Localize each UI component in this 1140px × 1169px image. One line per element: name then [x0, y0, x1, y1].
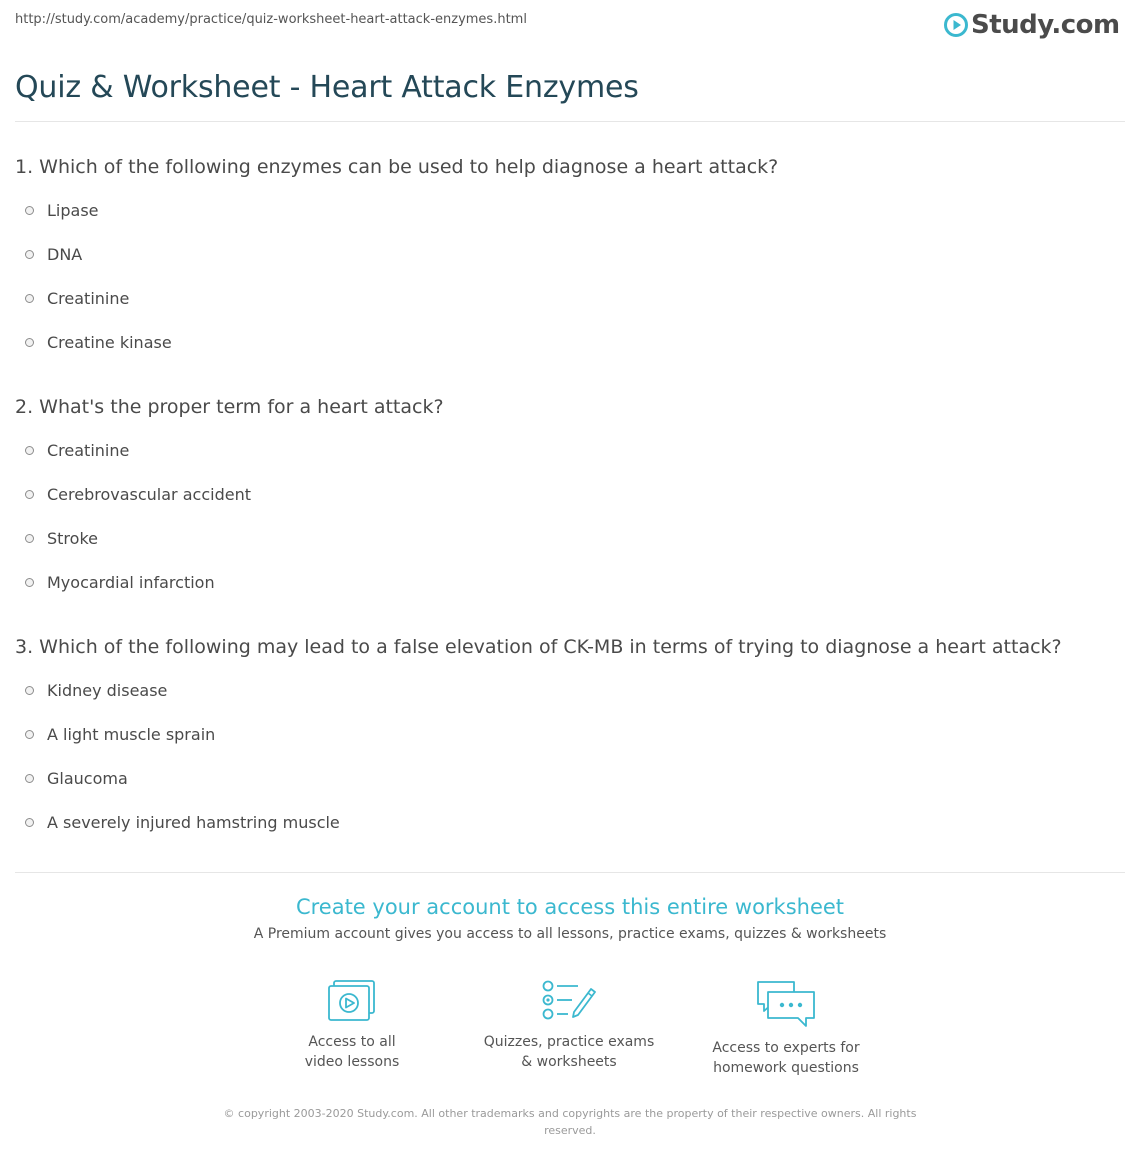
logo-text: Study.com: [971, 10, 1120, 40]
radio-button[interactable]: [25, 446, 34, 455]
answer-label: Glaucoma: [47, 768, 128, 788]
premium-description: A Premium account gives you access to all lessons, practice exams, quizzes & worksheets: [253, 926, 887, 942]
radio-button[interactable]: [25, 534, 34, 543]
study-logo[interactable]: [944, 8, 1120, 42]
answer-option[interactable]: [15, 276, 1125, 320]
answer-option[interactable]: [15, 188, 1125, 232]
question-1: [15, 155, 1125, 364]
chat-bubbles-icon: [754, 978, 818, 1030]
question-text: 3. Which of the following may lead to a false elevation of CK-MB in terms of trying to diagnose a heart attack?: [15, 636, 1062, 658]
question-2: [15, 395, 1125, 604]
radio-button[interactable]: [25, 774, 34, 783]
answer-label: A light muscle sprain: [47, 724, 216, 744]
answer-option[interactable]: [15, 800, 1125, 844]
answer-option[interactable]: [15, 428, 1125, 472]
play-logo-icon: [944, 13, 968, 37]
radio-button[interactable]: [25, 250, 34, 259]
video-lessons-icon: [325, 978, 379, 1024]
feature-label: Access to all video lessons: [304, 1034, 400, 1070]
divider: [15, 121, 1125, 122]
divider: [15, 872, 1125, 873]
answer-option[interactable]: [15, 756, 1125, 800]
answer-label: A severely injured hamstring muscle: [47, 812, 340, 832]
answer-label: Creatine kinase: [47, 332, 172, 352]
answer-label: Creatinine: [47, 440, 130, 460]
answer-label: Stroke: [47, 528, 98, 548]
answer-label: Cerebrovascular accident: [47, 484, 251, 504]
radio-button[interactable]: [25, 490, 34, 499]
question-text: 2. What's the proper term for a heart attack?: [15, 396, 444, 418]
feature-label: Quizzes, practice exams & worksheets: [483, 1034, 655, 1070]
quiz-checklist-icon: [540, 978, 598, 1024]
answer-option[interactable]: [15, 232, 1125, 276]
answer-option[interactable]: [15, 712, 1125, 756]
feature-quizzes: [479, 978, 659, 1072]
answer-label: Creatinine: [47, 288, 130, 308]
question-text: 1. Which of the following enzymes can be used to help diagnose a heart attack?: [15, 156, 779, 178]
page-title: Quiz & Worksheet - Heart Attack Enzymes: [15, 70, 639, 105]
answer-list: [15, 188, 1125, 364]
answer-label: DNA: [47, 244, 83, 264]
answer-list: [15, 428, 1125, 604]
page-url: http://study.com/academy/practice/quiz-worksheet-heart-attack-enzymes.html: [15, 12, 527, 27]
answer-option[interactable]: [15, 668, 1125, 712]
answer-label: Myocardial infarction: [47, 572, 215, 592]
radio-button[interactable]: [25, 686, 34, 695]
answer-option[interactable]: [15, 320, 1125, 364]
question-3: [15, 635, 1125, 844]
feature-label: Access to experts for homework questions: [712, 1040, 860, 1076]
copyright-footer: © copyright 2003-2020 Study.com. All other trademarks and copyrights are the property of their respective owners. All rights reserved.: [223, 1107, 917, 1137]
radio-button[interactable]: [25, 578, 34, 587]
radio-button[interactable]: [25, 818, 34, 827]
answer-label: Lipase: [47, 200, 99, 220]
radio-button[interactable]: [25, 730, 34, 739]
feature-experts: [696, 978, 876, 1078]
answer-list: [15, 668, 1125, 844]
answer-option[interactable]: [15, 472, 1125, 516]
radio-button[interactable]: [25, 338, 34, 347]
answer-option[interactable]: [15, 560, 1125, 604]
radio-button[interactable]: [25, 206, 34, 215]
answer-option[interactable]: [15, 516, 1125, 560]
feature-video-lessons: [262, 978, 442, 1072]
create-account-link[interactable]: Create your account to access this entire worksheet: [295, 895, 845, 919]
answer-label: Kidney disease: [47, 680, 168, 700]
radio-button[interactable]: [25, 294, 34, 303]
